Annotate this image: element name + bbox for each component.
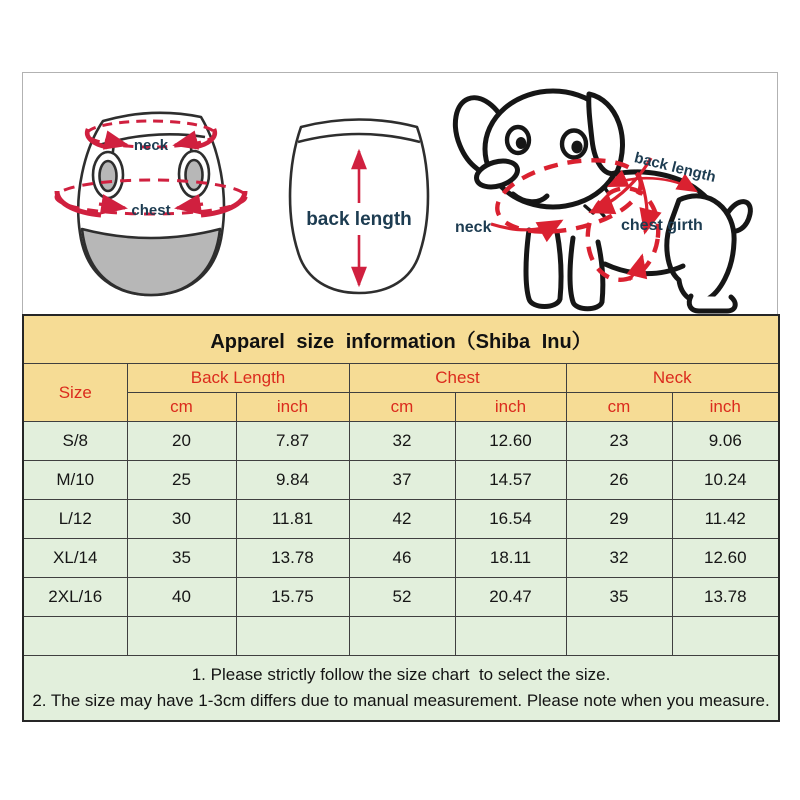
unit-header-cm: cm: [349, 393, 455, 422]
size-cell: XL/14: [23, 539, 127, 578]
back-inch-cell: 11.81: [236, 500, 349, 539]
table-row: [23, 500, 779, 539]
empty-cell: [672, 617, 779, 656]
table-title-row: [23, 315, 779, 364]
empty-cell: [236, 617, 349, 656]
table-row: [23, 539, 779, 578]
neck-inch-cell: 11.42: [672, 500, 779, 539]
chest-cm-cell: 46: [349, 539, 455, 578]
empty-cell: [349, 617, 455, 656]
dog-neck-label: neck: [455, 219, 492, 236]
vest-front-illustration: [51, 105, 255, 307]
note-line: 2. The size may have 1-3cm differs due to manual measurement. Please note when you measure.: [32, 691, 770, 710]
back-cm-cell: 30: [127, 500, 236, 539]
neck-inch-cell: 13.78: [672, 578, 779, 617]
back-inch-cell: 13.78: [236, 539, 349, 578]
size-cell: L/12: [23, 500, 127, 539]
neck-cm-cell: 26: [566, 461, 672, 500]
unit-header-inch: inch: [672, 393, 779, 422]
neck-inch-cell: 10.24: [672, 461, 779, 500]
size-column-header: Size: [23, 364, 127, 422]
table-empty-row: [23, 617, 779, 656]
table-notes-row: [23, 656, 779, 722]
dog-illustration: [433, 74, 779, 314]
vest-neck-label: neck: [133, 137, 169, 154]
back-length-group-header: Back Length: [127, 364, 349, 393]
neck-group-header: Neck: [566, 364, 779, 393]
vest-chest-label: chest: [131, 202, 171, 219]
dog-chest-girth-label: chest girth: [621, 217, 703, 234]
back-cm-cell: 25: [127, 461, 236, 500]
table-row: [23, 461, 779, 500]
chest-cm-cell: 32: [349, 422, 455, 461]
size-cell: M/10: [23, 461, 127, 500]
neck-cm-cell: 23: [566, 422, 672, 461]
chest-cm-cell: 52: [349, 578, 455, 617]
unit-header-cm: cm: [127, 393, 236, 422]
back-cm-cell: 35: [127, 539, 236, 578]
vest-back-illustration: [271, 107, 447, 307]
chest-group-header: Chest: [349, 364, 566, 393]
note-line: 1. Please strictly follow the size chart to select the size.: [191, 665, 611, 684]
neck-cm-cell: 29: [566, 500, 672, 539]
table-unit-header-row: [23, 393, 779, 422]
table-row: [23, 578, 779, 617]
back-inch-cell: 9.84: [236, 461, 349, 500]
chest-cm-cell: 37: [349, 461, 455, 500]
measurement-illustrations-panel: [22, 72, 778, 315]
notes-section: [23, 656, 779, 722]
chest-inch-cell: 14.57: [455, 461, 566, 500]
back-cm-cell: 40: [127, 578, 236, 617]
neck-inch-cell: 12.60: [672, 539, 779, 578]
neck-inch-cell: 9.06: [672, 422, 779, 461]
chest-inch-cell: 12.60: [455, 422, 566, 461]
empty-cell: [455, 617, 566, 656]
size-cell: S/8: [23, 422, 127, 461]
chest-inch-cell: 20.47: [455, 578, 566, 617]
table-row: [23, 422, 779, 461]
empty-cell: [23, 617, 127, 656]
vest-back-length-label: back length: [306, 209, 412, 230]
unit-header-inch: inch: [236, 393, 349, 422]
chest-inch-cell: 16.54: [455, 500, 566, 539]
empty-cell: [127, 617, 236, 656]
dog-outline: [445, 90, 751, 311]
unit-header-cm: cm: [566, 393, 672, 422]
chest-inch-cell: 18.11: [455, 539, 566, 578]
neck-cm-cell: 35: [566, 578, 672, 617]
size-table: [22, 314, 780, 722]
unit-header-inch: inch: [455, 393, 566, 422]
dog-back-length-label: back length: [632, 149, 718, 186]
empty-cell: [566, 617, 672, 656]
neck-cm-cell: 32: [566, 539, 672, 578]
back-cm-cell: 20: [127, 422, 236, 461]
size-cell: 2XL/16: [23, 578, 127, 617]
table-title: Apparel size information（Shiba Inu）: [23, 315, 779, 364]
chest-cm-cell: 42: [349, 500, 455, 539]
back-inch-cell: 15.75: [236, 578, 349, 617]
back-inch-cell: 7.87: [236, 422, 349, 461]
table-group-header-row: [23, 364, 779, 393]
